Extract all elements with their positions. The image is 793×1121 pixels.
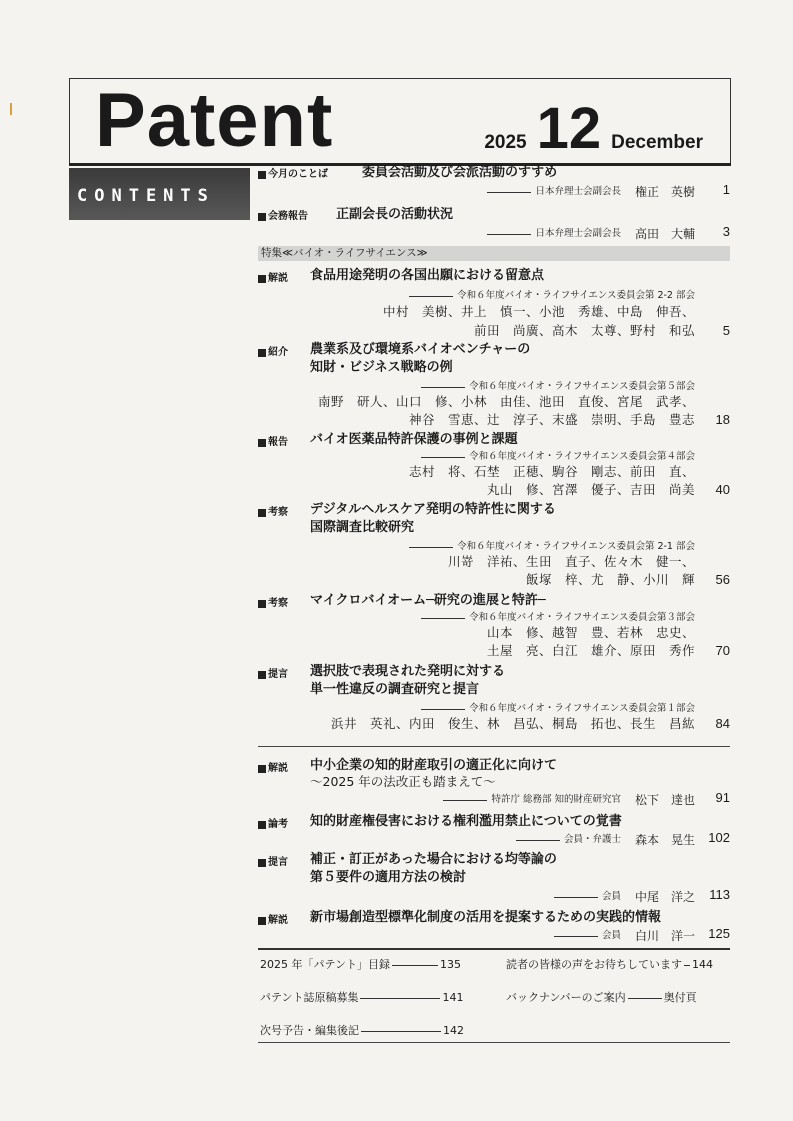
category: 報告 bbox=[258, 435, 288, 451]
article-title: 委員会活動及び会派活動のすすめ bbox=[362, 165, 558, 180]
magazine-title: Patent bbox=[95, 78, 334, 163]
article-title: バイオ医薬品特許保護の事例と課題 bbox=[310, 432, 518, 447]
author-names: 中村 美樹、井上 慎一、小池 秀雄、中島 伸吾、 bbox=[382, 304, 695, 319]
article-title-line2: 国際調査比較研究 bbox=[310, 520, 415, 535]
square-bullet-icon bbox=[258, 765, 266, 773]
misc-item[interactable]: 読者の皆様の声をお待ちしています 144 bbox=[506, 958, 713, 971]
dash-rule bbox=[516, 840, 560, 841]
feature-section-label: 特集≪バイオ・ライフサイエンス≫ bbox=[258, 246, 730, 261]
square-bullet-icon bbox=[258, 859, 266, 867]
author-names: 飯塚 梓、尤 静、小川 輝 bbox=[525, 572, 695, 587]
article-title: 中小企業の知的財産取引の適正化に向けて bbox=[310, 758, 558, 773]
byline: 会員 白川 洋一 bbox=[554, 928, 695, 944]
byline: 令和６年度バイオ・ライフサイエンス委員会第３部会 bbox=[421, 610, 695, 626]
byline: 令和６年度バイオ・ライフサイエンス委員会第 2-2 部会 bbox=[409, 288, 695, 304]
article-title: 農業系及び環境系バイオベンチャーの bbox=[310, 342, 531, 357]
misc-item[interactable]: バックナンバーのご案内 奥付頁 bbox=[506, 991, 697, 1004]
page-number: 1 bbox=[722, 182, 730, 197]
misc-item[interactable]: パテント誌原稿募集 141 bbox=[260, 991, 464, 1004]
square-bullet-icon bbox=[258, 349, 266, 357]
author-names: 志村 将、石埜 正穂、駒谷 剛志、前田 直、 bbox=[408, 464, 695, 479]
edge-mark bbox=[10, 103, 12, 115]
article-title: 選択肢で表現された発明に対する bbox=[310, 664, 506, 679]
page-number: 102 bbox=[708, 830, 730, 845]
article-title-line2: 単一性違反の調査研究と提言 bbox=[310, 682, 480, 697]
article-title: 食品用途発明の各国出願における留意点 bbox=[310, 268, 545, 283]
byline: 日本弁理士会副会長 権正 英樹 bbox=[487, 184, 695, 200]
byline: 特許庁 総務部 知的財産研究官 松下 達也 bbox=[443, 792, 695, 808]
byline: 日本弁理士会副会長 高田 大輔 bbox=[487, 226, 695, 242]
byline: 会員 中尾 洋之 bbox=[554, 889, 695, 905]
author-names: 川嵜 洋祐、生田 直子、佐々木 健一、 bbox=[447, 554, 695, 569]
author-names: 神谷 雪恵、辻 淳子、末盛 崇明、手島 豊志 bbox=[408, 412, 695, 427]
category: 解説 bbox=[258, 271, 288, 287]
byline: 令和６年度バイオ・ライフサイエンス委員会第１部会 bbox=[421, 701, 695, 717]
square-bullet-icon bbox=[258, 213, 266, 221]
author-names: 前田 尚廣、高木 太尊、野村 和弘 bbox=[473, 323, 695, 338]
dash-rule bbox=[487, 192, 531, 193]
dash-rule bbox=[443, 800, 487, 801]
issue-month: December bbox=[611, 132, 703, 153]
category: 紹介 bbox=[258, 345, 288, 361]
page-number: 91 bbox=[715, 790, 730, 805]
article-title: 補正・訂正があった場合における均等論の bbox=[310, 852, 557, 867]
dash-rule bbox=[409, 547, 453, 548]
byline: 令和６年度バイオ・ライフサイエンス委員会第 2-1 部会 bbox=[409, 539, 695, 555]
section-divider bbox=[258, 948, 730, 950]
page-number: 113 bbox=[709, 887, 730, 902]
square-bullet-icon bbox=[258, 600, 266, 608]
category: 会務報告 bbox=[258, 209, 308, 225]
category: 考察 bbox=[258, 596, 288, 612]
byline: 令和６年度バイオ・ライフサイエンス委員会第４部会 bbox=[421, 449, 695, 465]
page-number: 70 bbox=[715, 643, 730, 658]
page-number: 5 bbox=[722, 323, 730, 338]
contents-label: CONTENTS bbox=[69, 168, 250, 220]
category: 解説 bbox=[258, 913, 288, 929]
section-divider bbox=[258, 746, 730, 747]
dash-rule bbox=[421, 387, 465, 388]
category: 提言 bbox=[258, 855, 288, 871]
square-bullet-icon bbox=[258, 439, 266, 447]
page-number: 40 bbox=[715, 482, 730, 497]
byline: 会員・弁護士 森本 晃生 bbox=[516, 832, 695, 848]
author-names: 丸山 修、宮澤 優子、吉田 尚美 bbox=[486, 482, 695, 497]
article-title: マイクロバイオーム─研究の進展と特許─ bbox=[310, 593, 546, 608]
square-bullet-icon bbox=[258, 671, 266, 679]
square-bullet-icon bbox=[258, 275, 266, 283]
square-bullet-icon bbox=[258, 917, 266, 925]
category: 考察 bbox=[258, 505, 288, 521]
square-bullet-icon bbox=[258, 821, 266, 829]
page-number: 84 bbox=[715, 716, 730, 731]
article-title: 正副会長の活動状況 bbox=[336, 207, 454, 222]
author-names: 山本 修、越智 豊、若林 忠史、 bbox=[486, 625, 695, 640]
page-number: 125 bbox=[708, 926, 730, 941]
author-names: 浜井 英礼、内田 俊生、林 昌弘、桐島 拓也、長生 昌紘 bbox=[330, 716, 695, 731]
article-title: 新市場創造型標準化制度の活用を提案するための実践的情報 bbox=[310, 910, 662, 925]
category: 提言 bbox=[258, 667, 288, 683]
misc-item[interactable]: 次号予告・編集後記 142 bbox=[260, 1024, 464, 1037]
bottom-rule bbox=[258, 1042, 730, 1043]
author-names: 土屋 亮、白江 雄介、原田 秀作 bbox=[486, 643, 695, 658]
dash-rule bbox=[421, 457, 465, 458]
category: 論考 bbox=[258, 817, 288, 833]
square-bullet-icon bbox=[258, 509, 266, 517]
dash-rule bbox=[409, 296, 453, 297]
page-number: 56 bbox=[715, 572, 730, 587]
article-title: 知的財産権侵害における権利濫用禁止についての覚書 bbox=[310, 814, 622, 829]
misc-item[interactable]: 2025 年「パテント」目録 135 bbox=[260, 958, 461, 971]
article-title: デジタルヘルスケア発明の特許性に関する bbox=[310, 502, 556, 517]
dash-rule bbox=[554, 897, 598, 898]
article-title-line2: 知財・ビジネス戦略の例 bbox=[310, 360, 453, 375]
category: 解説 bbox=[258, 761, 288, 777]
page-number: 18 bbox=[715, 412, 730, 427]
dash-rule bbox=[421, 709, 465, 710]
issue-year: 2025 bbox=[484, 132, 527, 153]
dash-rule bbox=[554, 936, 598, 937]
issue-info bbox=[484, 96, 703, 161]
byline: 令和６年度バイオ・ライフサイエンス委員会第５部会 bbox=[421, 379, 695, 395]
article-title-line2: 第５要件の適用方法の検討 bbox=[310, 870, 467, 885]
issue-number: 12 bbox=[536, 96, 602, 161]
article-subtitle: 〜2025 年の法改正も踏まえて〜 bbox=[310, 774, 496, 789]
category: 今月のことば bbox=[258, 167, 328, 183]
dash-rule bbox=[487, 234, 531, 235]
square-bullet-icon bbox=[258, 171, 266, 179]
dash-rule bbox=[421, 618, 465, 619]
page-number: 3 bbox=[722, 224, 730, 239]
author-names: 南野 研人、山口 修、小林 由佳、池田 直俊、宮尾 武孝、 bbox=[317, 394, 695, 409]
